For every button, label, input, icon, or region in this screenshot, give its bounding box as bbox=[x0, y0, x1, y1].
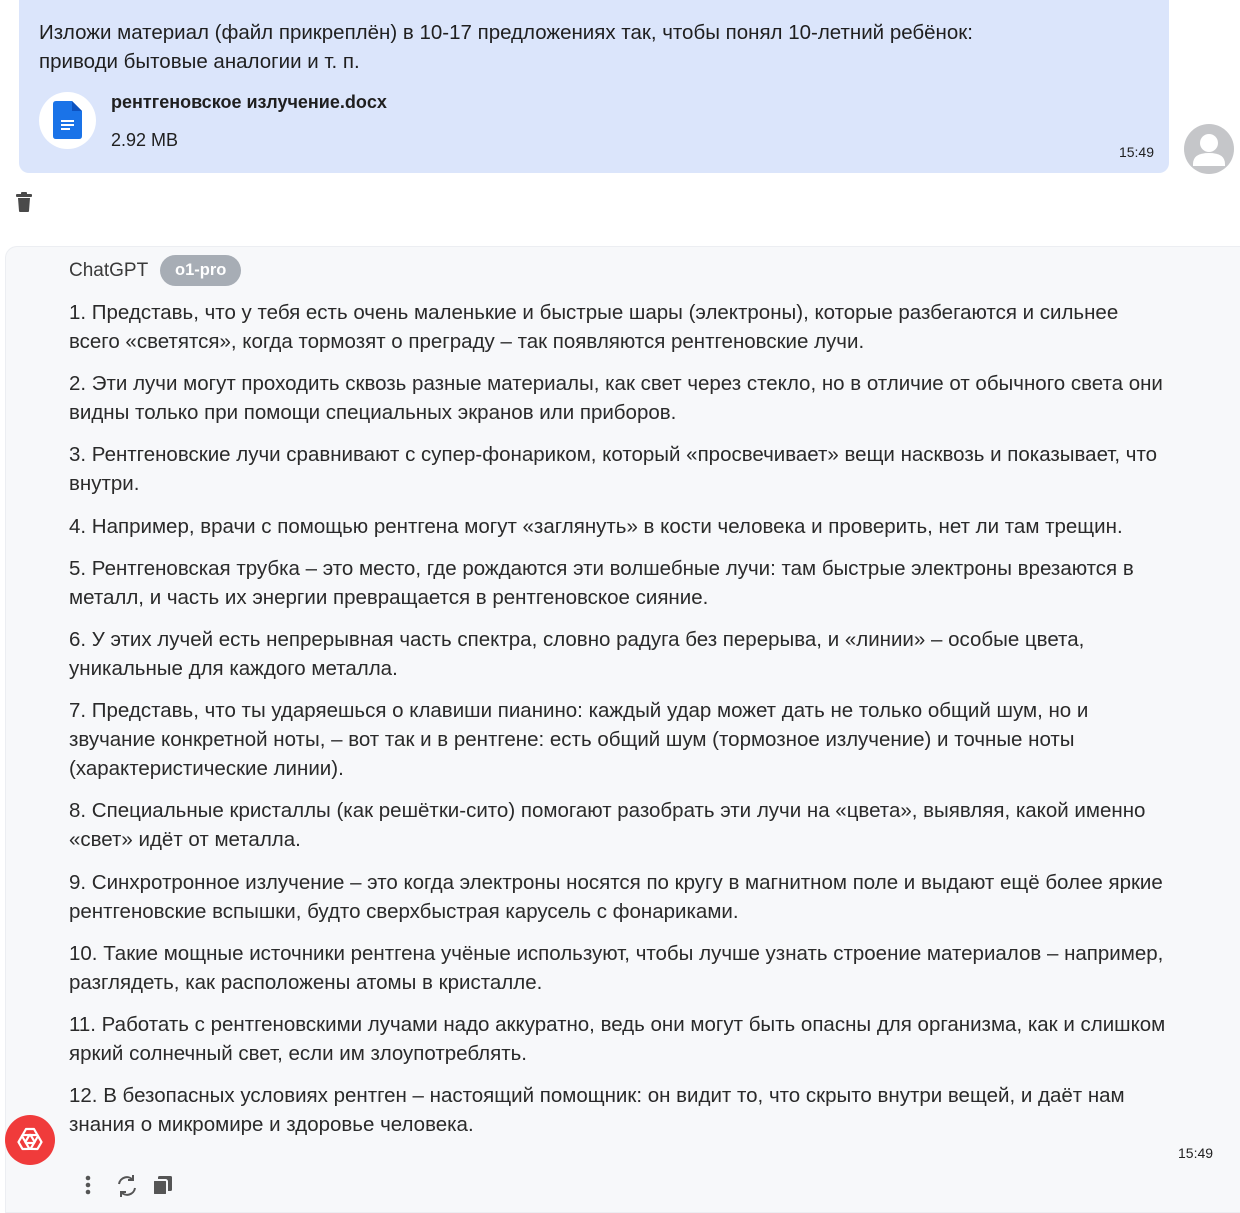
docs-file-icon[interactable] bbox=[39, 92, 96, 149]
copy-icon[interactable] bbox=[150, 1172, 178, 1200]
trash-icon[interactable] bbox=[14, 190, 34, 214]
answer-item: 4. Например, врачи с помощью рентгена могут «заглянуть» в кости человека и проверить, нет ли там трещин. bbox=[69, 514, 1123, 538]
answer-item: 5. Рентгеновская трубка – это место, где рождаются эти волшебные лучи: там быстрые электроны врезаются в металл, и часть их энергии превращается в рентгеновское сияние. bbox=[69, 556, 1134, 609]
answer-item: 1. Представь, что у тебя есть очень маленькие и быстрые шары (электроны), которые разбегаются и сильнее всего «светятся», когда тормозят о преграду – так появляются рентгеновские лучи. bbox=[69, 301, 1119, 353]
answer-item: 11. Работать с рентгеновскими лучами надо аккуратно, ведь они могут быть опасны для организма, как и слишком яркий солнечный свет, если им злоупотреблять. bbox=[69, 1012, 1166, 1065]
regenerate-icon[interactable] bbox=[113, 1172, 141, 1200]
model-badge: o1-pro bbox=[160, 255, 241, 286]
user-message-time: 15:49 bbox=[1118, 144, 1154, 160]
openai-logo-icon bbox=[5, 1115, 55, 1165]
answer-item: 12. В безопасных условиях рентген – настоящий помощник: он видит то, что скрыто внутри вещей, и даёт нам знания о микромире и здоровье человека. bbox=[69, 1084, 1125, 1137]
user-message-bubble bbox=[19, 0, 1169, 173]
answer-item: 9. Синхротронное излучение – это когда электроны носятся по кругу в магнитном поле и выдают ещё более яркие рентгеновские вспышки, будто сверхбыстрая карусель с фонариками. bbox=[69, 870, 1163, 923]
answer-item: 10. Такие мощные источники рентгена учёные используют, чтобы лучше узнать строение материалов – например, разглядеть, как расположены атомы в кристалле. bbox=[69, 941, 1164, 994]
assistant-sender-name: ChatGPT bbox=[69, 260, 149, 281]
attachment-file-size: 2.92 MB bbox=[111, 130, 179, 150]
answer-item: 7. Представь, что ты ударяешься о клавиши пианино: каждый удар может дать не только общий шум, но и звучание конкретной ноты, – вот так и в рентгене: есть общий шум (тормозное излучение) и точные ноты (характеристические линии). bbox=[69, 699, 1089, 781]
more-vertical-icon[interactable] bbox=[78, 1172, 106, 1200]
assistant-message-time: 15:49 bbox=[1178, 1145, 1214, 1161]
answer-item: 6. У этих лучей есть непрерывная часть спектра, словно радуга без перерыва, и «линии» – особые цвета, уникальные для каждого металла. bbox=[69, 627, 1085, 680]
attachment-file-name[interactable]: рентгеновское излучение.docx bbox=[111, 92, 387, 112]
answer-item: 3. Рентгеновские лучи сравнивают с супер-фонариком, который «просвечивает» вещи насквозь и показывает, что внутри. bbox=[69, 443, 1158, 496]
user-avatar-icon bbox=[1184, 124, 1234, 174]
user-message-text: Изложи материал (файл прикреплён) в 10-17 предложениях так, чтобы понял 10-летний ребёнок: приводи бытовые аналогии и т. п. bbox=[39, 21, 973, 73]
answer-item: 2. Эти лучи могут проходить сквозь разные материалы, как свет через стекло, но в отличие от обычного света они видны только при помощи специальных экранов или приборов. bbox=[69, 372, 1163, 425]
assistant-answer-list bbox=[69, 298, 1169, 1152]
answer-item: 8. Специальные кристаллы (как решётки-сито) помогают разобрать эти лучи на «цвета», выявляя, какой именно «свет» идёт от металла. bbox=[69, 799, 1146, 852]
